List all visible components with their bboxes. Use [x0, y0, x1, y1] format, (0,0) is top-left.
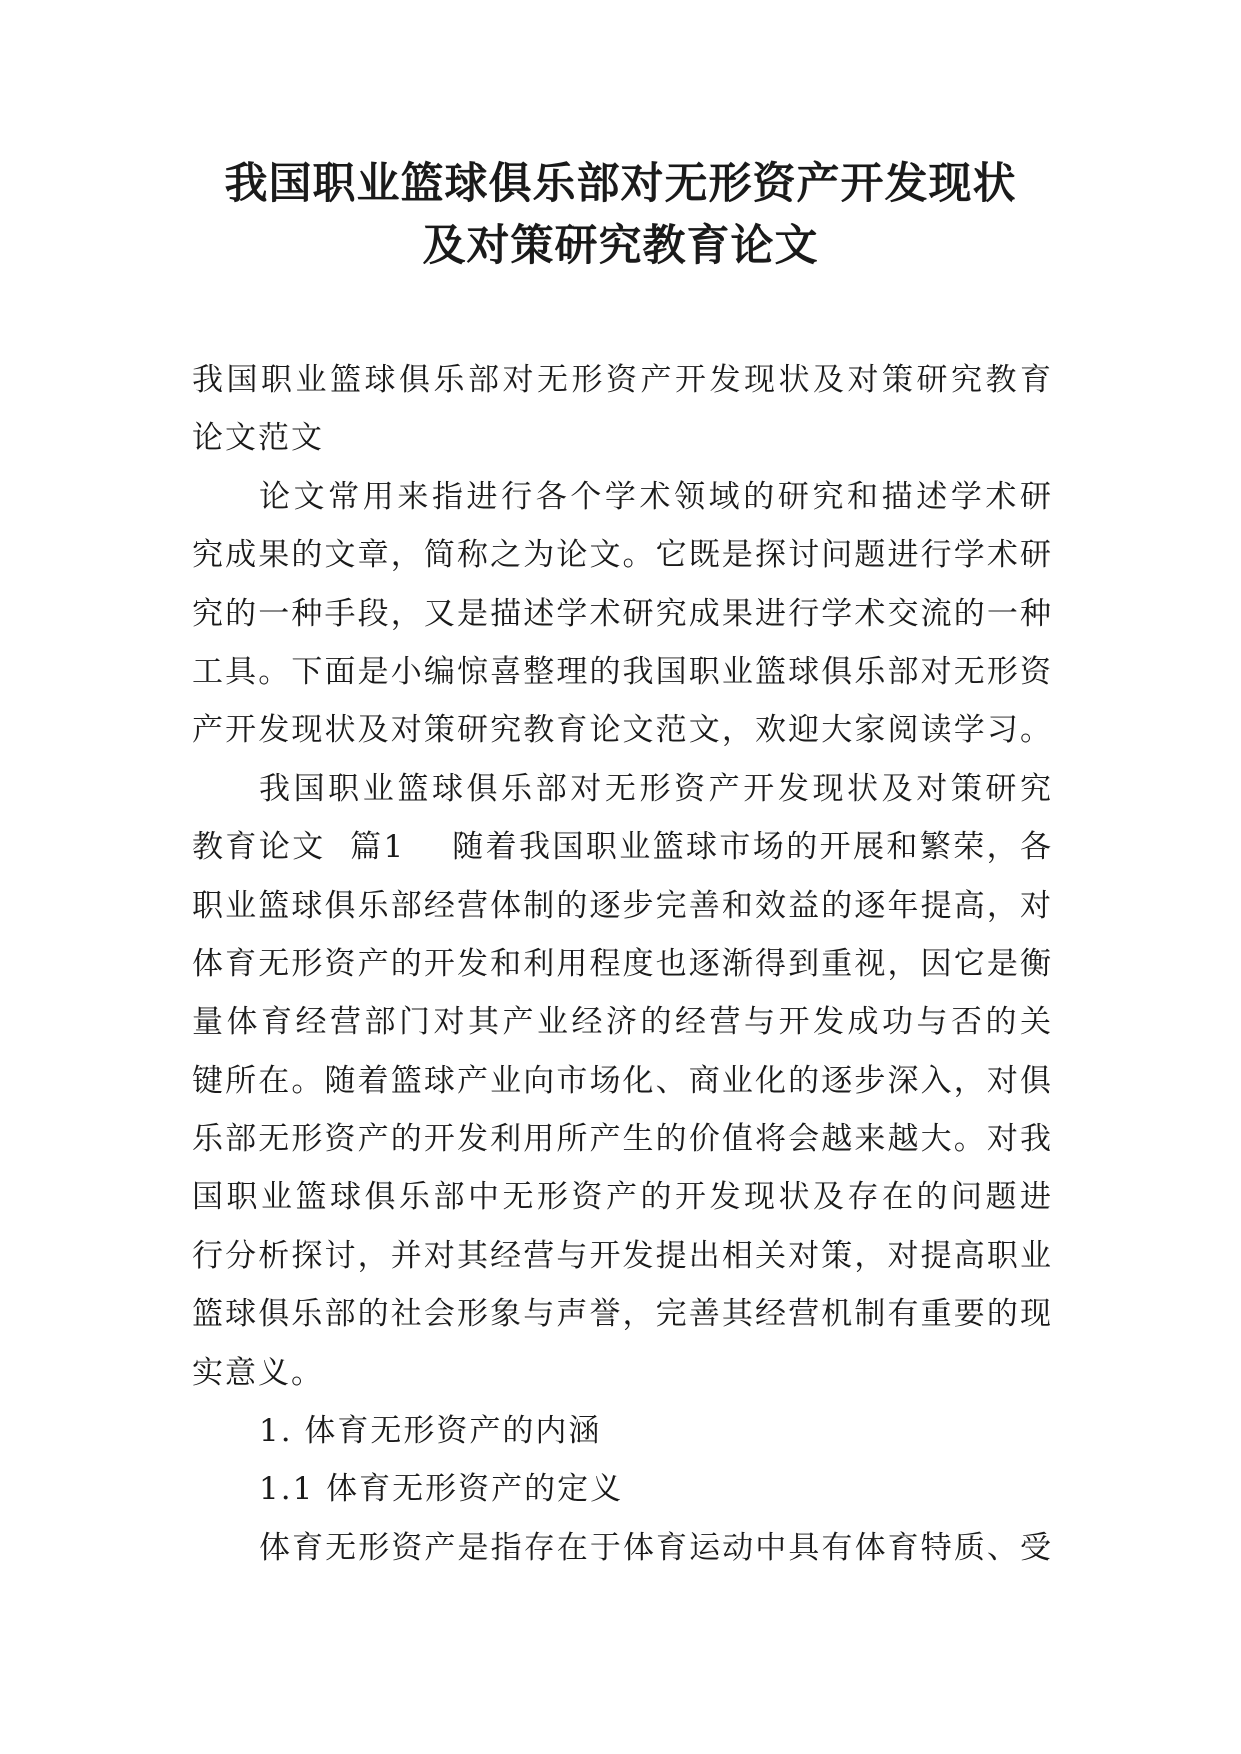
- body-line: 产开发现状及对策研究教育论文范文，欢迎大家阅读学习。: [192, 712, 1051, 749]
- body-line: 实意义。: [192, 1354, 324, 1391]
- body-line: 我国职业篮球俱乐部对无形资产开发现状及对策研究: [259, 770, 1051, 807]
- body-line: 我国职业篮球俱乐部对无形资产开发现状及对策研究教育: [192, 362, 1051, 398]
- body-paragraph-subtitle: [192, 351, 1051, 468]
- body-line: 体育无形资产是指存在于体育运动中具有体育特质、受: [259, 1529, 1051, 1566]
- body-line: 究成果的文章，简称之为论文。它既是探讨问题进行学术研: [192, 537, 1051, 574]
- body-line: 国职业篮球俱乐部中无形资产的开发现状及存在的问题进: [192, 1179, 1051, 1216]
- body-line: 论文范文: [192, 420, 324, 457]
- body-paragraph-definition: [192, 1519, 1051, 1577]
- body-paragraph-intro: [192, 468, 1051, 760]
- body-line: 教育论文 篇1 随着我国职业篮球市场的开展和繁荣，各: [192, 829, 1051, 866]
- section-heading-text: 1. 体育无形资产的内涵: [259, 1413, 602, 1450]
- section-heading-text: 1.1 体育无形资产的定义: [259, 1471, 624, 1508]
- title-line-2: 及对策研究教育论文: [422, 221, 819, 271]
- document-body: [192, 351, 1051, 1577]
- section-heading-1: [192, 1402, 1051, 1460]
- body-line: 工具。下面是小编惊喜整理的我国职业篮球俱乐部对无形资: [192, 653, 1051, 690]
- body-line: 行分析探讨，并对其经营与开发提出相关对策，对提高职业: [192, 1237, 1051, 1274]
- page-title: [120, 153, 1121, 277]
- section-heading-1-1: [192, 1460, 1051, 1518]
- body-line: 篮球俱乐部的社会形象与声誉，完善其经营机制有重要的现: [192, 1296, 1051, 1333]
- body-paragraph-article-1: [192, 760, 1051, 1402]
- title-line-1: 我国职业篮球俱乐部对无形资产开发现状: [224, 159, 1017, 209]
- body-line: 体育无形资产的开发和利用程度也逐渐得到重视，因它是衡: [192, 945, 1051, 982]
- body-line: 乐部无形资产的开发利用所产生的价值将会越来越大。对我: [192, 1121, 1051, 1158]
- body-line: 论文常用来指进行各个学术领域的研究和描述学术研: [259, 478, 1051, 515]
- body-line: 职业篮球俱乐部经营体制的逐步完善和效益的逐年提高，对: [192, 887, 1051, 924]
- body-line: 量体育经营部门对其产业经济的经营与开发成功与否的关: [192, 1004, 1051, 1041]
- body-line: 键所在。随着篮球产业向市场化、商业化的逐步深入，对俱: [192, 1062, 1051, 1099]
- body-line: 究的一种手段，又是描述学术研究成果进行学术交流的一种: [192, 595, 1051, 632]
